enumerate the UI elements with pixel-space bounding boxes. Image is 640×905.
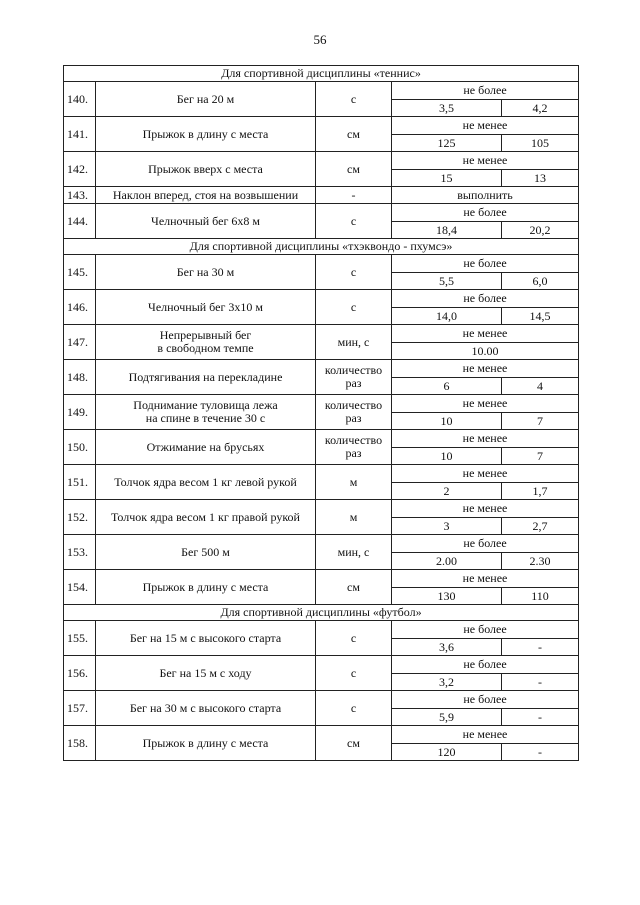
exercise-name-line: Челночный бег 6х8 м [151, 213, 260, 228]
row-number: 154. [64, 570, 96, 605]
value-second: 7 [502, 448, 579, 465]
exercise-name-line: Бег на 15 м с ходу [159, 665, 252, 680]
unit-line: м [349, 474, 358, 489]
criterion: не более [392, 656, 579, 674]
table-row [64, 621, 579, 639]
value-first: 18,4 [392, 222, 502, 239]
value-second: 20,2 [502, 222, 579, 239]
unit-line: раз [345, 446, 362, 460]
exercise-name [96, 255, 316, 290]
exercise-name [96, 726, 316, 761]
unit-line: см [347, 735, 360, 750]
criterion: не менее [392, 500, 579, 518]
criterion: не менее [392, 360, 579, 378]
exercise-name-line: Бег 500 м [181, 544, 230, 559]
page-number: 56 [313, 32, 327, 47]
unit-line: см [347, 126, 360, 141]
value-second: - [502, 639, 579, 656]
table-row [64, 255, 579, 273]
value-second: 2,7 [502, 518, 579, 535]
row-number: 145. [64, 255, 96, 290]
exercise-name [96, 430, 316, 465]
unit [316, 325, 392, 360]
unit [316, 430, 392, 465]
exercise-name-line: Подтягивания на перекладине [128, 369, 283, 384]
exercise-name [96, 290, 316, 325]
unit [316, 465, 392, 500]
criterion: не более [392, 82, 579, 100]
row-number: 146. [64, 290, 96, 325]
unit [316, 204, 392, 239]
table-row [64, 325, 579, 343]
criterion: выполнить [392, 187, 579, 204]
table-row [64, 500, 579, 518]
value-first: 5,9 [392, 709, 502, 726]
unit-line: количество [324, 433, 383, 447]
value-second: 13 [502, 170, 579, 187]
exercise-name-line: Прыжок вверх с места [148, 161, 263, 176]
section-header-row [64, 605, 579, 621]
exercise-name-line: Отжимание на брусьях [146, 439, 265, 454]
criterion: не менее [392, 465, 579, 483]
value-first: 10 [392, 448, 502, 465]
value-second: 7 [502, 413, 579, 430]
criterion: не менее [392, 325, 579, 343]
exercise-name [96, 82, 316, 117]
table-row [64, 82, 579, 100]
exercise-name [96, 691, 316, 726]
value-first: 120 [392, 744, 502, 761]
value-first: 125 [392, 135, 502, 152]
exercise-name-line: Бег на 30 м с высокого старта [129, 700, 282, 715]
unit-line: количество [324, 398, 383, 412]
value-second: - [502, 744, 579, 761]
exercise-name [96, 117, 316, 152]
unit [316, 152, 392, 187]
exercise-name-line: Наклон вперед, стоя на возвышении [112, 187, 299, 202]
value-second: 6,0 [502, 273, 579, 290]
section-header-row [64, 66, 579, 82]
unit-line: - [351, 187, 356, 202]
value-first: 6 [392, 378, 502, 395]
unit-line: мин, с [337, 544, 370, 559]
exercise-name-line: Бег на 15 м с высокого старта [129, 630, 282, 645]
exercise-name [96, 187, 316, 204]
value-first: 3,2 [392, 674, 502, 691]
exercise-name [96, 500, 316, 535]
criterion: не более [392, 290, 579, 308]
exercise-name [96, 656, 316, 691]
unit-line: раз [345, 411, 362, 425]
row-number: 153. [64, 535, 96, 570]
table-row [64, 187, 579, 204]
criterion: не менее [392, 570, 579, 588]
row-number: 147. [64, 325, 96, 360]
unit [316, 570, 392, 605]
exercise-name [96, 535, 316, 570]
value-second: 14,5 [502, 308, 579, 325]
exercise-name-line: Толчок ядра весом 1 кг правой рукой [111, 509, 300, 524]
exercise-name [96, 152, 316, 187]
value-second: 4,2 [502, 100, 579, 117]
value-first: 3,6 [392, 639, 502, 656]
unit [316, 117, 392, 152]
criterion: не менее [392, 395, 579, 413]
section-title: Для спортивной дисциплины «футбол» [64, 605, 579, 621]
row-number: 140. [64, 82, 96, 117]
unit [316, 82, 392, 117]
value-first: 15 [392, 170, 502, 187]
unit [316, 500, 392, 535]
table-row [64, 430, 579, 448]
exercise-name [96, 465, 316, 500]
exercise-name-line: Челночный бег 3х10 м [148, 299, 263, 314]
table-row [64, 535, 579, 553]
criterion: не менее [392, 430, 579, 448]
row-number: 150. [64, 430, 96, 465]
unit [316, 726, 392, 761]
unit-line: с [350, 299, 357, 314]
section-title: Для спортивной дисциплины «теннис» [64, 66, 579, 82]
unit-line: мин, с [337, 334, 370, 349]
criterion: не менее [392, 152, 579, 170]
row-number: 156. [64, 656, 96, 691]
value-first: 2.00 [392, 553, 502, 570]
unit [316, 395, 392, 430]
exercise-name-line: Непрерывный бег [159, 328, 252, 342]
unit [316, 656, 392, 691]
row-number: 155. [64, 621, 96, 656]
value-second: 105 [502, 135, 579, 152]
section-title: Для спортивной дисциплины «тхэквондо - пхумсэ» [64, 239, 579, 255]
value: 10.00 [392, 343, 579, 360]
unit-line: с [350, 91, 357, 106]
table-row [64, 290, 579, 308]
criterion: не менее [392, 726, 579, 744]
exercise-name [96, 621, 316, 656]
unit [316, 621, 392, 656]
value-first: 5,5 [392, 273, 502, 290]
row-number: 157. [64, 691, 96, 726]
value-second: - [502, 674, 579, 691]
section-header-row [64, 239, 579, 255]
unit-line: с [350, 630, 357, 645]
table-row [64, 395, 579, 413]
row-number: 158. [64, 726, 96, 761]
exercise-name-line: в свободном темпе [157, 341, 254, 355]
exercise-name-line: Бег на 20 м [176, 91, 235, 106]
criterion: не более [392, 535, 579, 553]
table-row [64, 656, 579, 674]
unit-line: раз [345, 376, 362, 390]
exercise-name-line: Прыжок в длину с места [142, 126, 269, 141]
row-number: 142. [64, 152, 96, 187]
value-second: 4 [502, 378, 579, 395]
exercise-name [96, 395, 316, 430]
row-number: 143. [64, 187, 96, 204]
criterion: не более [392, 691, 579, 709]
table-row [64, 360, 579, 378]
value-first: 14,0 [392, 308, 502, 325]
unit [316, 535, 392, 570]
value-second: 110 [502, 588, 579, 605]
row-number: 148. [64, 360, 96, 395]
exercise-name-line: Толчок ядра весом 1 кг левой рукой [114, 474, 297, 489]
standards-table [63, 65, 579, 761]
unit [316, 360, 392, 395]
exercise-name [96, 325, 316, 360]
row-number: 149. [64, 395, 96, 430]
unit [316, 255, 392, 290]
value-first: 3 [392, 518, 502, 535]
exercise-name-line: Поднимание туловища лежа [133, 398, 278, 412]
table-row [64, 570, 579, 588]
value-first: 10 [392, 413, 502, 430]
unit-line: с [350, 213, 357, 228]
exercise-name-line: на спине в течение 30 с [145, 411, 266, 425]
unit-line: с [350, 700, 357, 715]
unit-line: с [350, 665, 357, 680]
row-number: 141. [64, 117, 96, 152]
exercise-name-line: Прыжок в длину с места [142, 735, 269, 750]
value-second: 2.30 [502, 553, 579, 570]
table-row [64, 152, 579, 170]
table-row [64, 726, 579, 744]
value-second: - [502, 709, 579, 726]
unit-line: количество [324, 363, 383, 377]
value-second: 1,7 [502, 483, 579, 500]
unit [316, 187, 392, 204]
table-row [64, 117, 579, 135]
exercise-name [96, 204, 316, 239]
table-row [64, 691, 579, 709]
value-first: 3,5 [392, 100, 502, 117]
exercise-name [96, 570, 316, 605]
unit-line: с [350, 264, 357, 279]
unit-line: см [347, 161, 360, 176]
unit-line: см [347, 579, 360, 594]
row-number: 144. [64, 204, 96, 239]
criterion: не более [392, 621, 579, 639]
unit-line: м [349, 509, 358, 524]
unit [316, 691, 392, 726]
row-number: 151. [64, 465, 96, 500]
value-first: 2 [392, 483, 502, 500]
table-row [64, 204, 579, 222]
criterion: не более [392, 255, 579, 273]
criterion: не менее [392, 117, 579, 135]
row-number: 152. [64, 500, 96, 535]
table-row [64, 465, 579, 483]
exercise-name-line: Бег на 30 м [176, 264, 235, 279]
criterion: не более [392, 204, 579, 222]
exercise-name-line: Прыжок в длину с места [142, 579, 269, 594]
unit [316, 290, 392, 325]
value-first: 130 [392, 588, 502, 605]
exercise-name [96, 360, 316, 395]
